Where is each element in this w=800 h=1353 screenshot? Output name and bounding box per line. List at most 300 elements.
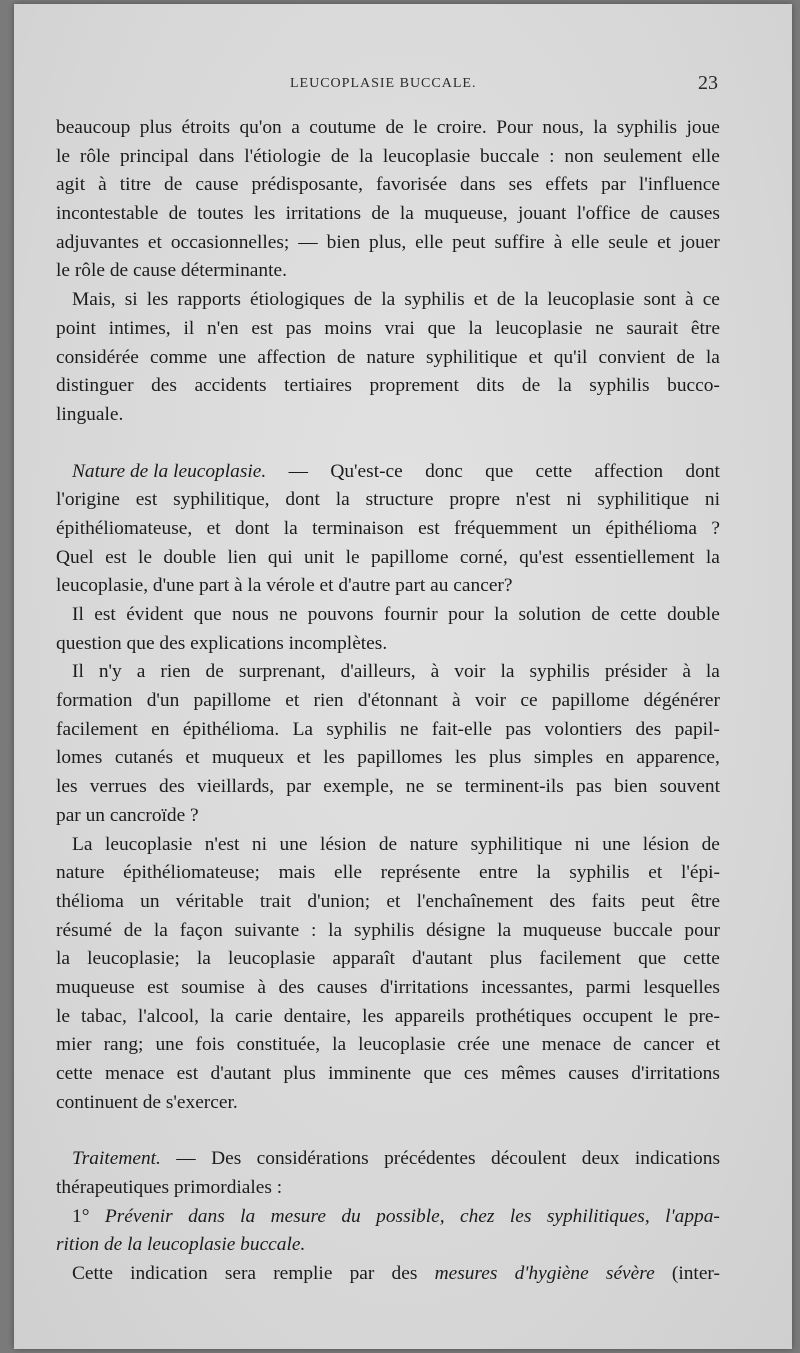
- text-word: voir: [454, 661, 486, 683]
- text-word: vieillards,: [197, 776, 275, 798]
- text-word: point: [56, 317, 96, 339]
- text-word: syphilis: [616, 117, 678, 138]
- text-word: qui: [267, 546, 293, 568]
- running-title: LEUCOPLASIE BUCCALE.: [290, 76, 477, 91]
- text-word: leucoplasie;: [87, 948, 180, 970]
- text-word: précédentes: [384, 1148, 476, 1170]
- text-word: cutanés: [114, 747, 173, 769]
- text-word: bucco-: [667, 375, 720, 397]
- text-word: d'irritations: [380, 976, 469, 998]
- text-word: prédisposante,: [251, 174, 363, 196]
- text-word: la: [328, 919, 343, 941]
- text-word: et: [147, 231, 162, 253]
- text-word: se: [436, 776, 453, 798]
- text-word: épithélioma.: [182, 718, 280, 740]
- text-word: principal: [119, 145, 189, 167]
- text-word: muqueuse: [56, 976, 135, 998]
- text-word: de: [330, 145, 350, 167]
- text-line: [56, 171, 720, 200]
- text-word: nature: [366, 346, 415, 368]
- text-word: épithéliomateuse;: [123, 862, 260, 884]
- text-word: nous: [232, 604, 269, 625]
- text-line: [56, 200, 720, 229]
- text-word: une: [218, 346, 247, 368]
- text-word: comme: [150, 346, 208, 368]
- text-word: d'hygiène: [514, 1263, 589, 1285]
- text-word: à: [685, 289, 694, 311]
- text-word: d'autant: [412, 948, 473, 970]
- text-word: rôle: [79, 145, 111, 167]
- text-word: plus: [283, 1063, 316, 1084]
- text-word: Nature de la leucoplasie.: [72, 460, 267, 482]
- text-word: la: [705, 661, 720, 683]
- text-word: thélioma: [56, 890, 124, 912]
- text-word: n'est: [204, 833, 240, 855]
- text-word: en: [605, 747, 624, 769]
- text-word: dont: [685, 460, 720, 482]
- text-word: d'union;: [307, 890, 371, 912]
- text-word: effets: [545, 174, 589, 196]
- text-word: croire.: [436, 117, 487, 138]
- text-word: cette: [683, 948, 720, 970]
- text-word: solution: [518, 604, 581, 625]
- text-word: la: [500, 661, 515, 683]
- text-word: nous,: [542, 117, 584, 138]
- text-line: [56, 1003, 720, 1032]
- text-word: d'irritations: [631, 1063, 720, 1084]
- text-word: rition de la leucoplasie buccale.: [56, 1234, 306, 1256]
- text-word: des: [391, 1263, 418, 1285]
- text-line: [56, 601, 720, 630]
- text-word: mais: [278, 862, 316, 884]
- text-word: trait: [259, 890, 292, 912]
- text-word: l'étiologie: [244, 145, 321, 167]
- text-word: à: [257, 976, 266, 998]
- text-word: l'enchaînement: [416, 890, 534, 912]
- text-word: évident: [126, 604, 184, 625]
- text-word: syphilitique,: [173, 489, 270, 511]
- text-word: leucoplasie: [547, 289, 635, 311]
- text-word: nature: [56, 862, 105, 884]
- text-line: [56, 229, 720, 258]
- text-line: [56, 401, 720, 430]
- text-word: sera: [224, 1263, 257, 1285]
- text-line: [56, 630, 720, 659]
- text-word: leucoplasie: [104, 833, 193, 855]
- text-word: la: [332, 1034, 347, 1056]
- text-word: n'est: [515, 489, 551, 511]
- text-word: est: [135, 489, 158, 511]
- text-word: suffire: [494, 231, 545, 253]
- text-line: [56, 974, 720, 1003]
- text-line: [56, 716, 720, 745]
- text-word: dans: [460, 174, 496, 196]
- text-word: étroits: [181, 117, 230, 138]
- text-word: peut: [452, 231, 486, 253]
- text-word: et: [185, 747, 200, 769]
- text-word: saurait: [626, 317, 679, 339]
- page-number: 23: [698, 72, 718, 94]
- text-word: lesquelles: [643, 976, 720, 998]
- text-word: double: [163, 546, 217, 568]
- text-word: essentiellement: [574, 546, 695, 568]
- text-word: rien: [313, 690, 344, 712]
- text-word: syphilis: [326, 718, 387, 740]
- text-word: une: [501, 1034, 530, 1056]
- text-word: la: [524, 289, 539, 311]
- text-word: pas: [505, 718, 532, 740]
- text-word: la: [557, 375, 572, 397]
- text-word: verrues: [89, 776, 147, 798]
- text-word: la: [381, 289, 396, 311]
- text-word: papillome: [551, 690, 630, 712]
- text-word: syphilis: [569, 862, 630, 884]
- text-line: [56, 515, 720, 544]
- text-word: (inter-: [671, 1263, 720, 1285]
- text-line: [56, 344, 720, 373]
- text-word: causes: [669, 203, 720, 225]
- text-word: formation: [56, 690, 133, 712]
- text-word: en: [151, 718, 170, 740]
- text-word: non: [564, 145, 594, 167]
- text-word: muqueux: [212, 747, 285, 769]
- text-word: constituée,: [236, 1034, 321, 1056]
- text-word: de: [613, 1034, 632, 1056]
- text-word: que: [485, 460, 514, 482]
- text-word: dont: [234, 517, 270, 539]
- text-word: être: [690, 317, 720, 339]
- text-word: de: [701, 833, 720, 855]
- page-body: [56, 114, 720, 1289]
- text-word: surprenant,: [238, 661, 326, 683]
- text-word: distinguer: [56, 375, 134, 397]
- text-word: papillome: [193, 690, 272, 712]
- text-word: muqueuse: [522, 919, 602, 941]
- text-word: lésion: [320, 833, 367, 855]
- text-word: affection: [594, 460, 664, 482]
- text-word: l'influence: [638, 174, 720, 196]
- text-word: causes: [568, 1063, 619, 1084]
- text-word: dentaire,: [283, 1005, 352, 1027]
- text-word: —: [288, 460, 308, 482]
- text-word: la: [359, 145, 374, 167]
- text-word: des: [549, 890, 576, 912]
- text-word: joue: [686, 117, 720, 138]
- text-word: coutume: [309, 117, 377, 138]
- text-word: elle: [333, 862, 362, 884]
- text-word: de: [371, 203, 390, 225]
- text-word: propre: [449, 489, 500, 511]
- text-word: elle: [691, 145, 720, 167]
- text-word: une: [279, 833, 308, 855]
- text-word: le rôle de cause déterminante.: [56, 260, 287, 282]
- text-word: découlent: [491, 1148, 567, 1170]
- text-word: voir: [474, 690, 507, 712]
- text-word: est: [251, 317, 273, 339]
- text-word: façon: [179, 919, 223, 941]
- text-word: est: [147, 976, 169, 998]
- text-word: et: [528, 346, 543, 368]
- text-word: considérations: [256, 1148, 369, 1170]
- text-word: syphilitique: [425, 346, 518, 368]
- text-word: incessantes,: [481, 976, 574, 998]
- text-word: linguale.: [56, 403, 124, 425]
- text-word: souvent: [659, 776, 720, 798]
- text-word: rang;: [103, 1034, 144, 1056]
- text-word: la: [705, 546, 720, 568]
- text-word: appareils: [394, 1005, 465, 1027]
- text-word: qu'est: [519, 546, 564, 568]
- text-word: possible,: [376, 1205, 445, 1227]
- text-line: [56, 315, 720, 344]
- text-word: que: [193, 604, 222, 625]
- text-word: thérapeutiques primordiales :: [56, 1177, 283, 1199]
- book-page: [14, 4, 792, 1349]
- text-word: syphilis: [353, 919, 415, 941]
- text-word: pour: [448, 604, 484, 625]
- text-word: occasionnelles;: [170, 231, 290, 253]
- text-word: par: [349, 1263, 375, 1285]
- text-word: est: [176, 1063, 199, 1084]
- text-word: remplie: [273, 1263, 333, 1285]
- text-word: Il: [72, 604, 84, 625]
- text-word: syphilis: [404, 289, 465, 311]
- text-word: irritations: [285, 203, 362, 225]
- text-word: cancer: [643, 1034, 694, 1056]
- text-word: ne: [279, 604, 298, 625]
- text-word: elle: [571, 231, 600, 253]
- text-word: ne: [400, 718, 419, 740]
- text-word: la: [399, 203, 414, 225]
- text-word: Quel: [56, 546, 94, 568]
- text-word: résumé: [56, 919, 112, 941]
- text-word: ce: [520, 690, 538, 712]
- text-word: muqueuse,: [424, 203, 508, 225]
- text-word: que: [427, 317, 456, 339]
- text-word: la: [705, 346, 720, 368]
- text-word: il: [183, 317, 195, 339]
- text-word: à: [452, 690, 461, 712]
- text-line: [56, 372, 720, 401]
- text-line: [56, 486, 720, 515]
- text-word: de: [336, 346, 356, 368]
- text-word: syphilitique: [597, 489, 689, 511]
- text-word: de: [353, 289, 373, 311]
- text-word: leucoplasie: [358, 1034, 446, 1056]
- text-word: mier: [56, 1034, 92, 1056]
- text-word: de: [640, 203, 660, 225]
- text-word: leucoplasie: [228, 948, 316, 970]
- text-word: la: [240, 1205, 256, 1227]
- section-gap: [56, 1117, 720, 1145]
- text-word: jouer: [680, 231, 720, 253]
- text-word: la: [283, 517, 298, 539]
- text-word: peut: [641, 890, 675, 912]
- text-word: chez: [459, 1205, 495, 1227]
- text-line: [56, 859, 720, 888]
- text-word: le: [345, 546, 360, 568]
- text-word: :: [549, 145, 555, 167]
- text-word: carie: [235, 1005, 273, 1027]
- text-word: cette: [56, 1063, 93, 1084]
- text-word: de: [591, 604, 610, 625]
- text-word: l'origine: [56, 489, 120, 511]
- text-word: à: [553, 231, 563, 253]
- text-word: crée: [457, 1034, 490, 1056]
- text-word: menace: [104, 1063, 165, 1084]
- text-word: occupent: [582, 1005, 653, 1027]
- text-word: le: [137, 546, 152, 568]
- text-word: considérée: [56, 346, 139, 368]
- text-word: à: [682, 661, 691, 683]
- text-word: des: [159, 776, 185, 798]
- text-line: [56, 802, 720, 831]
- text-word: dégénérer: [643, 690, 720, 712]
- text-line: [56, 458, 720, 487]
- text-line: [56, 773, 720, 802]
- text-word: suivante: [234, 919, 300, 941]
- text-word: apparence,: [636, 747, 720, 769]
- text-word: syphilitique: [470, 833, 563, 855]
- text-word: adjuvantes: [56, 231, 139, 253]
- text-word: de: [676, 346, 695, 368]
- text-word: désigne: [426, 919, 486, 941]
- text-word: cette: [535, 460, 573, 482]
- text-word: dits: [476, 375, 505, 397]
- text-word: proprement: [369, 375, 459, 397]
- text-word: leucoplasie: [382, 145, 471, 167]
- text-word: jouant: [517, 203, 567, 225]
- text-line: [56, 917, 720, 946]
- text-word: tabac,: [81, 1005, 127, 1027]
- text-word: Traitement.: [72, 1148, 161, 1170]
- text-word: l'épi-: [680, 862, 720, 884]
- text-word: les: [253, 203, 276, 225]
- text-line: [56, 1174, 720, 1203]
- text-word: le: [413, 117, 428, 138]
- text-word: la: [196, 948, 211, 970]
- text-word: deux: [581, 1148, 620, 1170]
- text-word: par: [286, 776, 312, 798]
- text-word: buccale: [613, 919, 673, 941]
- text-word: de: [496, 289, 516, 311]
- text-word: syphilitiques,: [546, 1205, 650, 1227]
- text-word: la: [335, 489, 350, 511]
- text-line: [56, 572, 720, 601]
- text-word: que: [638, 948, 667, 970]
- text-word: entre: [479, 862, 518, 884]
- text-word: soumise: [181, 976, 245, 998]
- text-word: mesure: [270, 1205, 326, 1227]
- text-word: seule: [608, 231, 649, 253]
- text-word: parmi: [585, 976, 631, 998]
- text-word: pour: [684, 919, 720, 941]
- text-line: [56, 114, 720, 143]
- text-word: tertiaires: [284, 375, 352, 397]
- text-word: les: [146, 289, 169, 311]
- text-word: exemple,: [323, 776, 394, 798]
- text-word: indication: [130, 1263, 208, 1285]
- text-word: plus,: [369, 231, 407, 253]
- text-word: toutes: [197, 203, 244, 225]
- text-word: des: [151, 375, 177, 397]
- text-word: 1°: [72, 1205, 90, 1227]
- text-word: vrai: [384, 317, 415, 339]
- text-word: ?: [711, 517, 720, 539]
- text-word: d'un: [146, 690, 180, 712]
- text-word: facilement: [56, 718, 138, 740]
- text-word: Il: [72, 661, 84, 683]
- text-word: syphilis: [529, 661, 590, 683]
- text-word: et: [206, 517, 221, 539]
- text-word: que: [423, 1063, 452, 1084]
- text-word: prothétiques: [475, 1005, 572, 1027]
- text-word: présider: [604, 661, 668, 683]
- text-word: Mais,: [72, 289, 116, 311]
- text-word: menace: [541, 1034, 601, 1056]
- text-word: fois: [195, 1034, 225, 1056]
- text-word: indications: [634, 1148, 720, 1170]
- section-gap: [56, 430, 720, 458]
- text-word: à: [430, 661, 440, 683]
- text-word: être: [690, 890, 720, 912]
- text-word: mêmes: [500, 1063, 556, 1084]
- text-word: simples: [533, 747, 594, 769]
- text-word: la: [153, 919, 168, 941]
- text-word: Prévenir: [104, 1205, 173, 1227]
- text-word: l'alcool,: [137, 1005, 199, 1027]
- text-word: apparaît: [332, 948, 395, 970]
- text-word: de: [164, 174, 183, 196]
- text-word: plus: [489, 948, 523, 970]
- text-line: [56, 544, 720, 573]
- text-word: leucoplasie: [495, 317, 583, 339]
- text-word: imminente: [328, 1063, 412, 1084]
- text-word: étiologiques: [249, 289, 345, 311]
- text-line: [56, 1089, 720, 1118]
- text-word: continuent de s'exercer.: [56, 1091, 238, 1113]
- text-word: fréquemment: [453, 517, 558, 539]
- text-word: les: [323, 747, 345, 769]
- text-line: [56, 1060, 720, 1089]
- text-word: buccale: [480, 145, 540, 167]
- text-word: de: [123, 919, 143, 941]
- text-word: est: [105, 546, 127, 568]
- text-word: et: [285, 690, 300, 712]
- text-word: dont: [285, 489, 320, 511]
- text-word: ni: [574, 833, 590, 855]
- text-word: structure: [365, 489, 434, 511]
- text-word: qu'on: [239, 117, 282, 138]
- text-word: mesures: [434, 1263, 498, 1285]
- text-word: cette: [620, 604, 657, 625]
- text-word: par: [601, 174, 626, 196]
- text-word: épithéliomateuse,: [56, 517, 193, 539]
- text-word: moins: [324, 317, 372, 339]
- text-word: les: [454, 747, 477, 769]
- text-word: n'y: [98, 661, 122, 683]
- text-line: [56, 687, 720, 716]
- text-word: la: [468, 317, 483, 339]
- text-word: et: [648, 862, 663, 884]
- text-word: fournir: [383, 604, 438, 625]
- text-word: l'office: [576, 203, 631, 225]
- text-word: ce: [702, 289, 720, 311]
- text-word: dans: [198, 145, 235, 167]
- page-header: [14, 72, 792, 100]
- text-word: de: [521, 375, 541, 397]
- text-word: convient: [598, 346, 666, 368]
